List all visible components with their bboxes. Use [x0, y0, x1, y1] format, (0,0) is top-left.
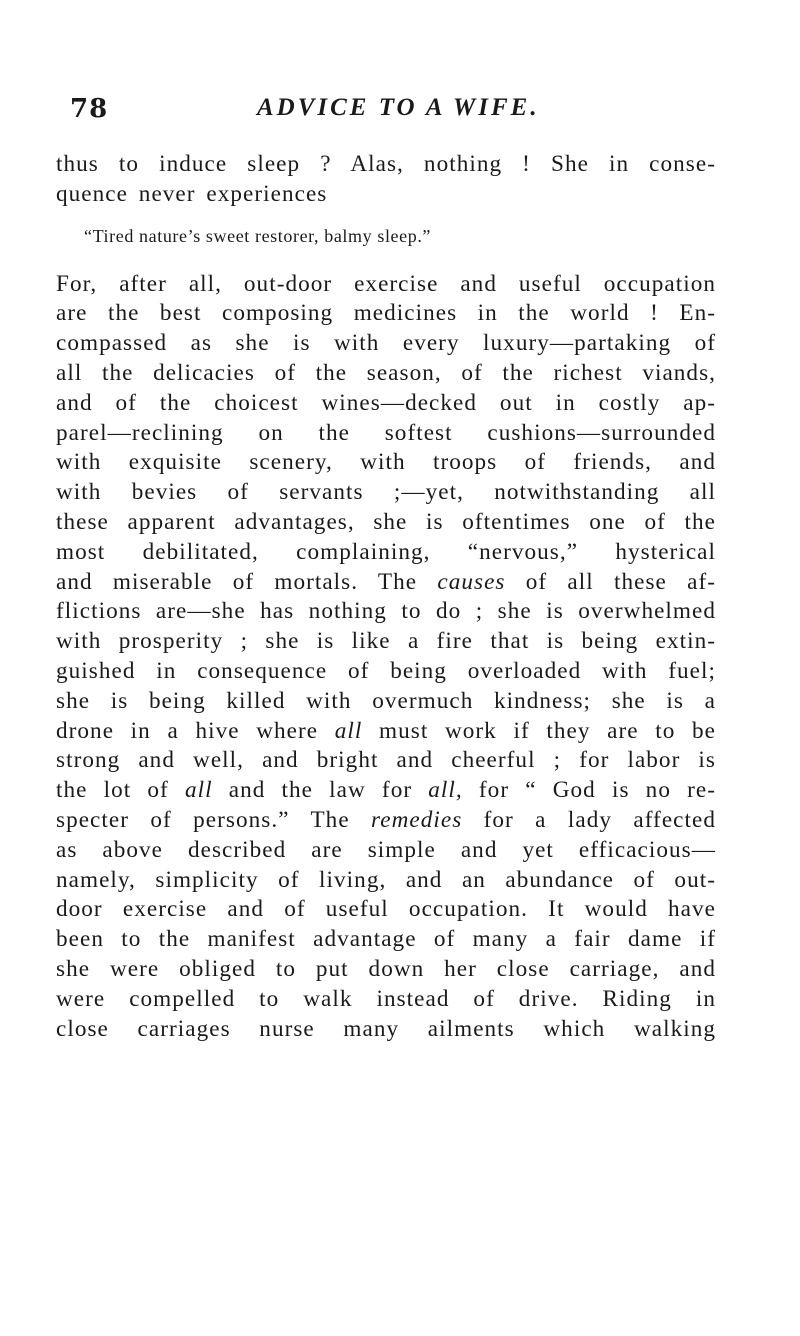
text-run: and the law for: [212, 777, 429, 804]
italic-run: all: [334, 717, 363, 744]
text-line: and of the choicest wines—decked out in costly ap-: [56, 389, 716, 416]
text-run: of all these af-: [505, 568, 716, 595]
text-line: as above described are simple and yet efficacious—: [56, 836, 716, 863]
text-line: quence never experiences: [56, 180, 328, 207]
text-line: all the delicacies of the season, of the richest viands,: [56, 359, 716, 386]
text-run: specter of persons.” The: [56, 806, 372, 833]
text-line: she were obliged to put down her close carriage, and: [56, 955, 716, 982]
text-line: with exquisite scenery, with troops of friends, and: [56, 449, 716, 476]
running-head: [70, 94, 730, 134]
block-quote: “Tired nature’s sweet restorer, balmy sleep.”: [84, 225, 432, 246]
text-run: for “ God is no re-: [462, 777, 716, 804]
text-line: were compelled to walk instead of drive. Riding in: [56, 985, 716, 1012]
text-run: must work if they are to be: [362, 717, 716, 744]
text-line: with bevies of servants ;—yet, notwithstanding all: [56, 479, 716, 506]
text-line: [56, 568, 716, 598]
text-line: thus to induce sleep ? Alas, nothing ! She in conse-: [56, 151, 716, 177]
text-line: door exercise and of useful occupation. It would have: [56, 896, 716, 923]
text-line: with prosperity ; she is like a fire that is being extin-: [56, 628, 716, 655]
running-title: ADVICE TO A WIFE.: [257, 94, 540, 121]
text-line: guished in consequence of being overloaded with fuel;: [56, 657, 716, 684]
italic-run: all,: [428, 777, 463, 804]
text-line: close carriages nurse many ailments which walking: [56, 1015, 716, 1042]
text-line: [56, 776, 716, 806]
text-line: [56, 717, 716, 747]
page-number: 78: [70, 94, 109, 124]
text-run: drone in a hive where: [56, 717, 335, 744]
text-run: and miserable of mortals. The: [56, 568, 438, 595]
paragraph: [56, 270, 716, 1045]
text-line: strong and well, and bright and cheerful ; for labor is: [56, 747, 716, 774]
text-line: namely, simplicity of living, and an abundance of out-: [56, 866, 716, 893]
text-line: are the best composing medicines in the world ! En-: [56, 300, 716, 327]
text-line: she is being killed with overmuch kindness; she is a: [56, 687, 716, 714]
text-line: been to the manifest advantage of many a fair dame if: [56, 926, 716, 953]
text-line: compassed as she is with every luxury—partaking of: [56, 330, 716, 357]
text-run: the lot of: [56, 777, 185, 804]
text-run: for a lady affected: [462, 806, 716, 833]
italic-run: causes: [437, 568, 506, 595]
text-line: [56, 806, 716, 836]
text-line: most debilitated, complaining, “nervous,” hysterical: [56, 538, 716, 565]
text-line: these apparent advantages, she is oftentimes one of the: [56, 508, 716, 535]
text-line: parel—reclining on the softest cushions—surrounded: [56, 419, 716, 446]
text-line: flictions are—she has nothing to do ; she is overwhelmed: [56, 598, 716, 625]
body-text: [56, 150, 716, 1044]
italic-run: all: [184, 777, 213, 804]
italic-run: remedies: [371, 806, 463, 833]
text-line: For, after all, out-door exercise and useful occupation: [56, 270, 716, 297]
